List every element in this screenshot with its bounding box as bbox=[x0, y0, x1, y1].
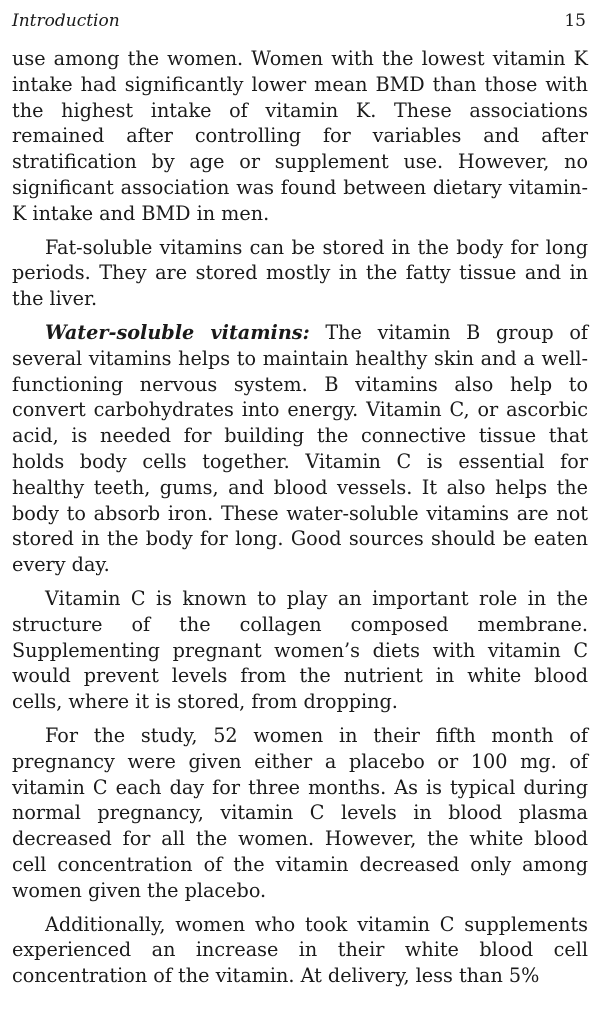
running-header bbox=[12, 10, 588, 46]
water-soluble-body: The vitamin B group of several vitamins helps to maintain healthy skin and a well-functioning nervous system. B vitamins also help to convert carbohydrates into energy. Vitamin C, or ascorbic acid, is needed for building the connective tissue that holds body cells together. Vitamin C is essential for healthy teeth, gums, and blood vessels. It also helps the body to absorb iron. These water-soluble vitamins are not stored in the body for long. Good sources should be eaten every day. bbox=[12, 320, 588, 577]
paragraph-additionally: Additionally, women who took vitamin C supplements experienced an increase in their white blood cell concentration of the vitamin. At delivery, less than 5% bbox=[12, 912, 588, 988]
body-text bbox=[12, 46, 588, 989]
section-title: Introduction bbox=[12, 11, 120, 31]
paragraph-vitamin-c-role: Vitamin C is known to play an important role in the structure of the collagen composed membrane. Supplementing pregnant women’s diets with vitamin C would prevent levels from the nutrient in white blood cells, where it is stored, from dropping. bbox=[12, 586, 588, 714]
paragraph-water-soluble bbox=[12, 320, 588, 578]
paragraph-study: For the study, 52 women in their fifth month of pregnancy were given either a placebo or 100 mg. of vitamin C each day for three months. As is typical during normal pregnancy, vitamin C levels in blood plasma decreased for all the women. However, the white blood cell concentration of the vitamin decreased only among women given the placebo. bbox=[12, 723, 588, 902]
paragraph-continued: use among the women. Women with the lowest vitamin K intake had significantly lower mean BMD than those with the highest intake of vitamin K. These associations remained after controlling for variables and after stratification by age or supplement use. However, no significant association was found between dietary vitamin-K intake and BMD in men. bbox=[12, 47, 588, 225]
page-number: 15 bbox=[564, 11, 586, 31]
water-soluble-heading: Water-soluble vitamins: bbox=[45, 320, 310, 344]
paragraph-fat-soluble: Fat-soluble vitamins can be stored in the body for long periods. They are stored mostly in the fatty tissue and in the liver. bbox=[12, 235, 588, 311]
